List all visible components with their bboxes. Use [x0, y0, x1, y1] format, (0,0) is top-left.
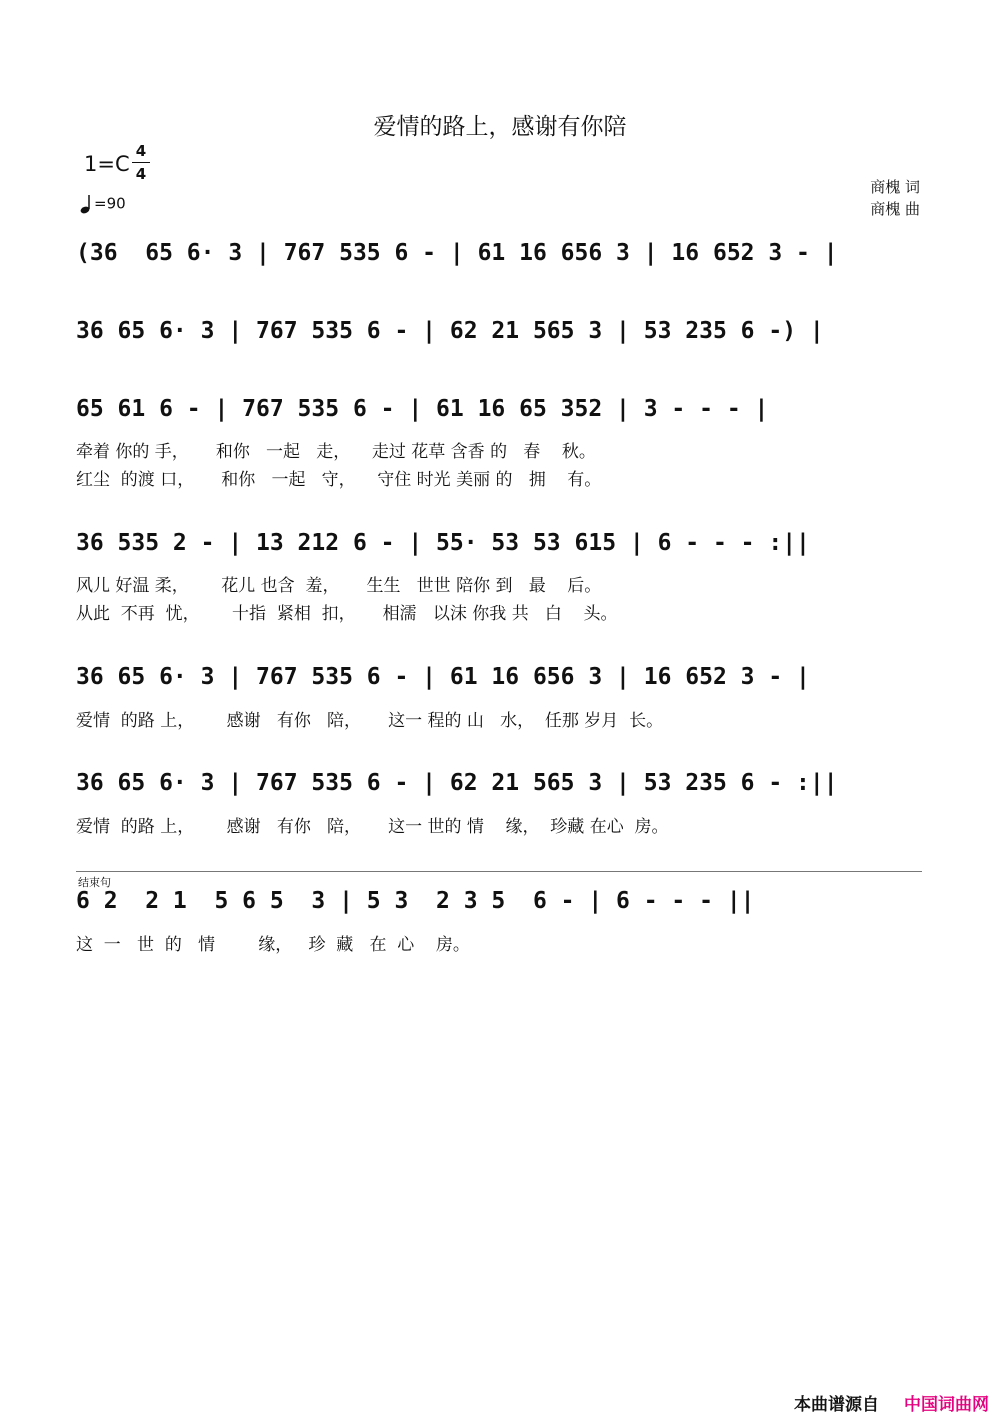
lyrics-row-3-verse-2: 红尘 的渡 口， 和你 一起 守， 守住 时光 美丽 的 拥 有。	[76, 470, 602, 490]
final-phrase-label: 结束句	[78, 876, 111, 889]
key-signature: 1=C	[84, 152, 130, 176]
notation-row-2: 36 65 6· 3 | 767 535 6 - | 62 21 565 3 | 53 235 6 -) |	[76, 318, 824, 344]
notation-row-4: 36 535 2 - | 13 212 6 - | 55· 53 53 615 | 6 - - - :||	[76, 530, 810, 556]
page-title: 爱情的路上，感谢有你陪	[373, 114, 627, 140]
lyrics-row-5: 爱情 的路 上， 感谢 有你 陪， 这一 程的 山 水， 任那 岁月 长。	[76, 711, 664, 731]
time-divider	[132, 162, 150, 163]
lyrics-row-6: 爱情 的路 上， 感谢 有你 陪， 这一 世的 情 缘， 珍藏 在心 房。	[76, 817, 669, 837]
lyrics-row-4-verse-1: 风儿 好温 柔， 花儿 也含 羞， 生生 世世 陪你 到 最 后。	[76, 576, 602, 596]
quarter-note-icon	[80, 194, 94, 214]
time-denominator: 4	[135, 165, 147, 183]
notation-row-6: 36 65 6· 3 | 767 535 6 - | 62 21 565 3 | 53 235 6 - :||	[76, 770, 838, 796]
notation-row-5: 36 65 6· 3 | 767 535 6 - | 61 16 656 3 | 16 652 3 - |	[76, 664, 810, 690]
time-numerator: 4	[135, 142, 147, 160]
notation-row-7: 6 2 2 1 5 6 5 3 | 5 3 2 3 5 6 - | 6 - - - ||	[76, 888, 755, 914]
composer-credit: 商槐 曲	[870, 200, 920, 218]
final-phrase-bracket	[76, 871, 922, 886]
lyrics-row-3-verse-1: 牵着 你的 手， 和你 一起 走， 走过 花草 含香 的 春 秋。	[76, 442, 596, 462]
tempo-value: =90	[94, 194, 126, 213]
footer-site-link[interactable]: 中国词曲网	[904, 1395, 989, 1415]
tempo-marking	[80, 194, 126, 214]
notation-row-3: 65 61 6 - | 767 535 6 - | 61 16 65 352 | 3 - - - |	[76, 396, 769, 422]
notation-row-1: (36 65 6· 3 | 767 535 6 - | 61 16 656 3 | 16 652 3 - |	[76, 240, 838, 266]
time-signature	[132, 142, 150, 183]
lyrics-row-7: 这 一 世 的 情 缘， 珍 藏 在 心 房。	[76, 935, 470, 955]
lyricist-credit: 商槐 词	[870, 178, 920, 196]
footer-source-text: 本曲谱源自	[794, 1395, 879, 1415]
lyrics-row-4-verse-2: 从此 不再 忧， 十指 紧相 扣， 相濡 以沫 你我 共 白 头。	[76, 604, 618, 624]
